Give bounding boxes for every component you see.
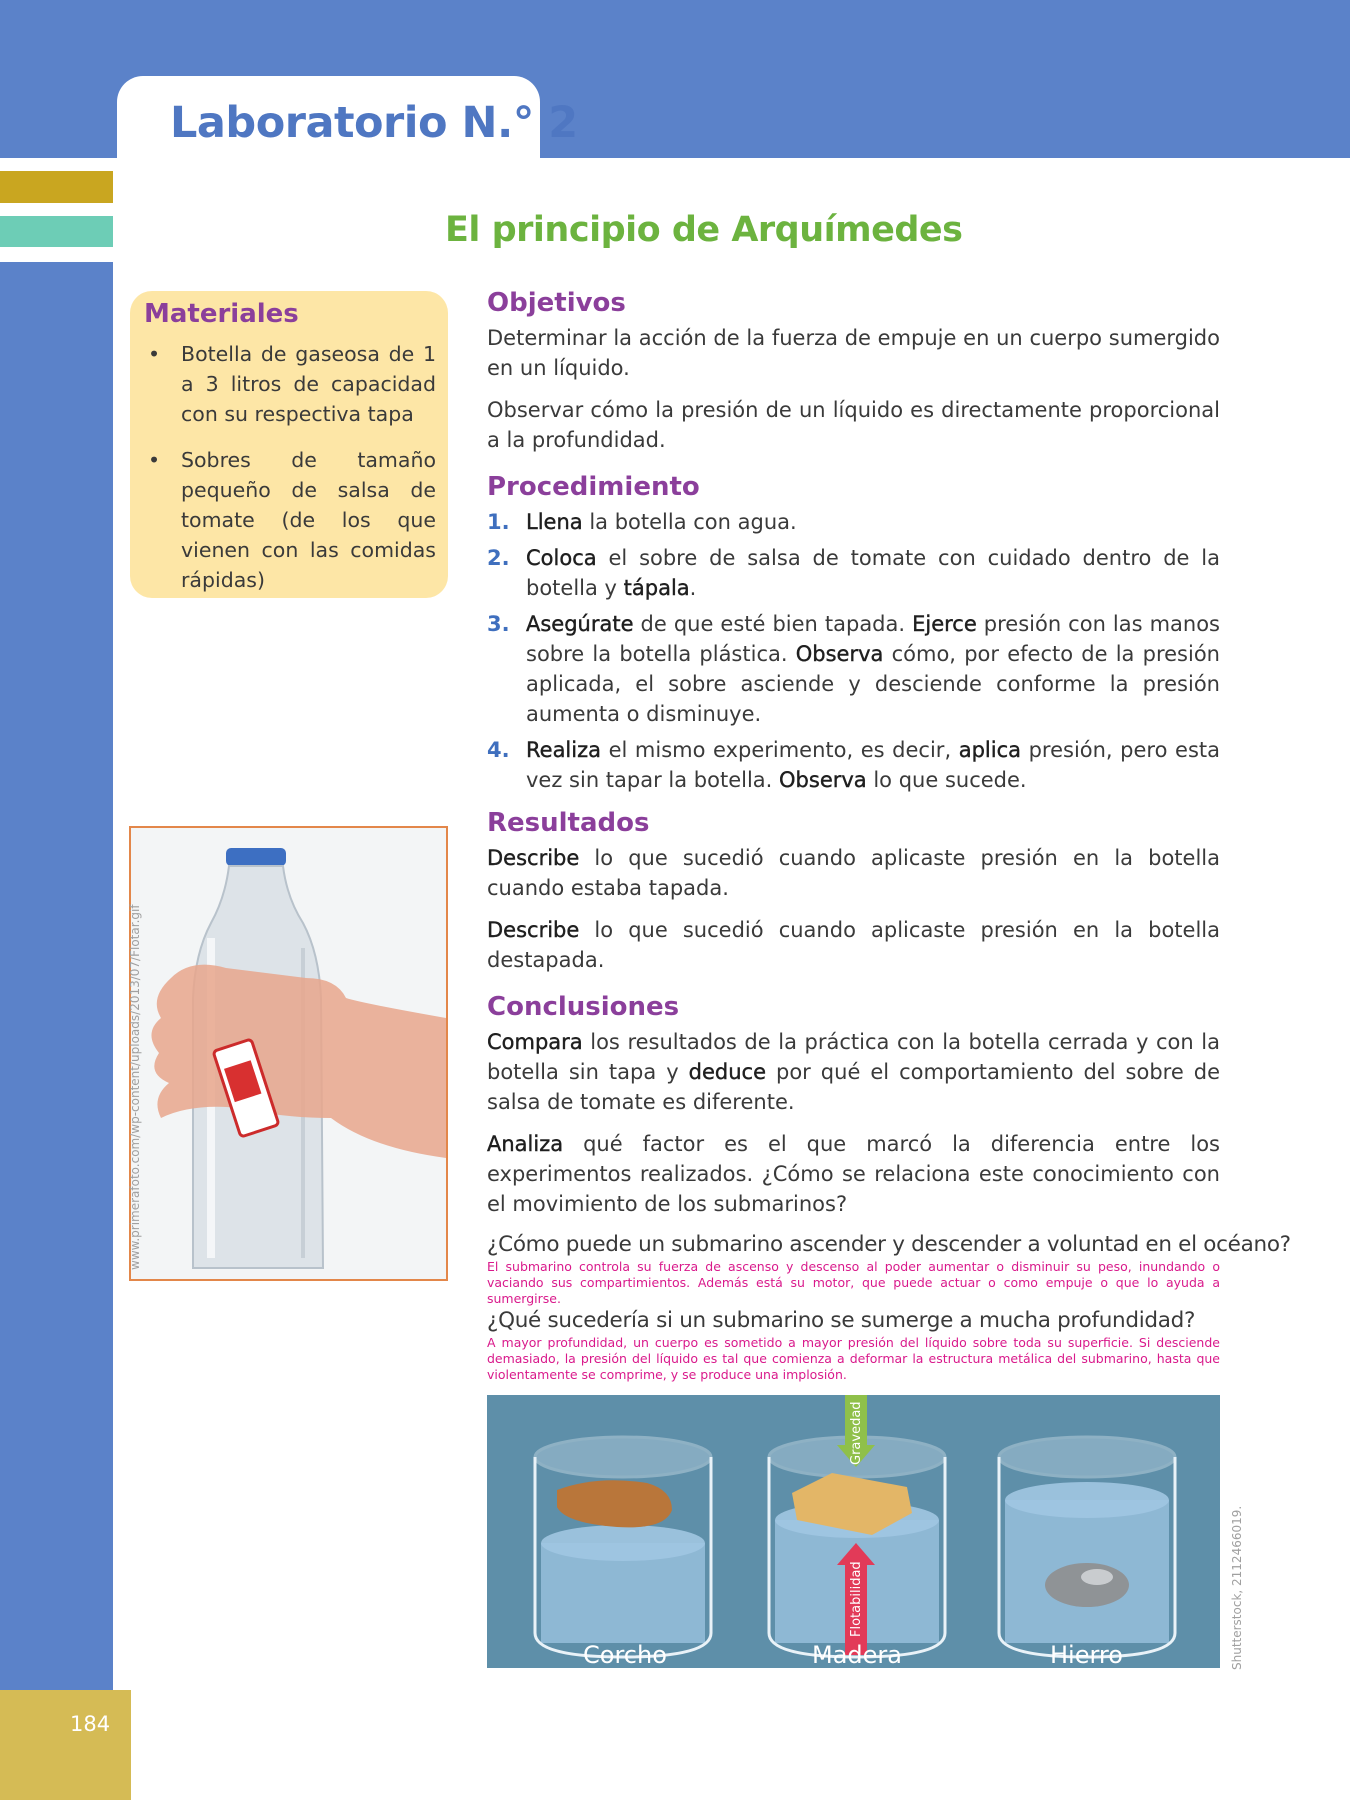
conclusions-heading: Conclusiones [487, 992, 680, 1022]
buoyancy-diagram [487, 1395, 1220, 1668]
answer: A mayor profundidad, un cuerpo es sometido a mayor presión del líquido sobre toda su superficie. Si desciende demasiado, la presión del líquido es tal que comienza a deformar la estructura metálica del submarino, hasta que violentamente se comprime, y se produce una implosión. [487, 1335, 1220, 1382]
materials-box [130, 291, 448, 598]
answer: El submarino controla su fuerza de ascenso y descenso al poder aumentar o disminuir su peso, inundando o vaciando sus compartimientos. Además está su motor, que puede actuar o como empuje o que lo ayuda a sumergirse. [487, 1259, 1220, 1306]
objective-paragraph: Observar cómo la presión de un líquido es directamente proporcional a la profundidad. [487, 398, 1220, 452]
content-column [487, 283, 1291, 1383]
results-heading: Resultados [487, 808, 650, 838]
conclusions-paragraph: Analiza qué factor es el que marcó la diferencia entre los experimentos realizados. ¿Cómo se relaciona este conocimiento con el movimiento de los submarinos? [487, 1132, 1220, 1216]
procedure-heading: Procedimiento [487, 472, 700, 502]
gold-stripe [0, 171, 113, 203]
diagram-label-cork: Corcho [583, 1641, 667, 1669]
procedure-step: 1. Llena la botella con agua. [487, 510, 797, 534]
bullet-icon: • [148, 342, 161, 366]
page-number-box [0, 1690, 131, 1800]
diagram-label-iron: Hierro [1050, 1641, 1123, 1669]
conclusions-paragraph: Compara los resultados de la práctica con la botella cerrada y con la botella sin tapa y deduce por qué el comportamiento del sobre de salsa de tomate es diferente. [487, 1030, 1220, 1114]
procedure-step: 2. Coloca el sobre de salsa de tomate con cuidado dentro de la botella y tápala. [487, 546, 1220, 600]
diagram-label-wood: Madera [812, 1641, 902, 1669]
objective-paragraph: Determinar la acción de la fuerza de empuje en un cuerpo sumergido en un líquido. [487, 326, 1220, 380]
page-number: 184 [70, 1712, 111, 1736]
materials-item: • Botella de gaseosa de 1 a 3 litros de capacidad con su respectiva tapa [144, 339, 436, 429]
teal-stripe [0, 216, 113, 247]
photo-credit: www.primerafoto.com/wp-content/uploads/2013/07/Flotar.gif [128, 904, 142, 1270]
glass-cork [535, 1437, 711, 1657]
objectives-heading: Objetivos [487, 288, 626, 318]
bottle-hand-illustration [131, 828, 446, 1279]
materials-item: • Sobres de tamaño pequeño de salsa de tomate (de los que vienen con las comidas rápidas) [144, 445, 436, 595]
bottle-photo [129, 826, 448, 1281]
buoyancy-label: Flotabilidad [849, 1561, 864, 1637]
glass-iron [999, 1437, 1175, 1657]
procedure-list [487, 507, 1220, 795]
page-title: El principio de Arquímedes [445, 210, 963, 250]
side-band [0, 262, 113, 1690]
results-paragraph: Describe lo que sucedió cuando aplicaste presión en la botella cuando estaba tapada. [487, 846, 1220, 900]
diagram-credit: Shutterstock, 2112466019. [1230, 1505, 1244, 1670]
materials-list [144, 339, 436, 595]
gravity-label: Gravedad [849, 1401, 864, 1465]
question: ¿Qué sucedería si un submarino se sumerge a mucha profundidad? [487, 1308, 1196, 1333]
question: ¿Cómo puede un submarino ascender y descender a voluntad en el océano? [487, 1232, 1291, 1257]
bullet-icon: • [148, 448, 161, 472]
procedure-step: 3. Asegúrate de que esté bien tapada. Ejerce presión con las manos sobre la botella plástica. Observa cómo, por efecto de la presión aplicada, el sobre asciende y desciende conforme la presión aumenta o disminuye. [487, 612, 1220, 726]
materials-heading: Materiales [144, 299, 299, 329]
results-paragraph: Describe lo que sucedió cuando aplicaste presión en la botella destapada. [487, 918, 1220, 972]
procedure-step: 4. Realiza el mismo experimento, es decir, aplica presión, pero esta vez sin tapar la botella. Observa lo que sucede. [487, 738, 1220, 792]
lab-title: Laboratorio N.° 2 [170, 98, 578, 148]
